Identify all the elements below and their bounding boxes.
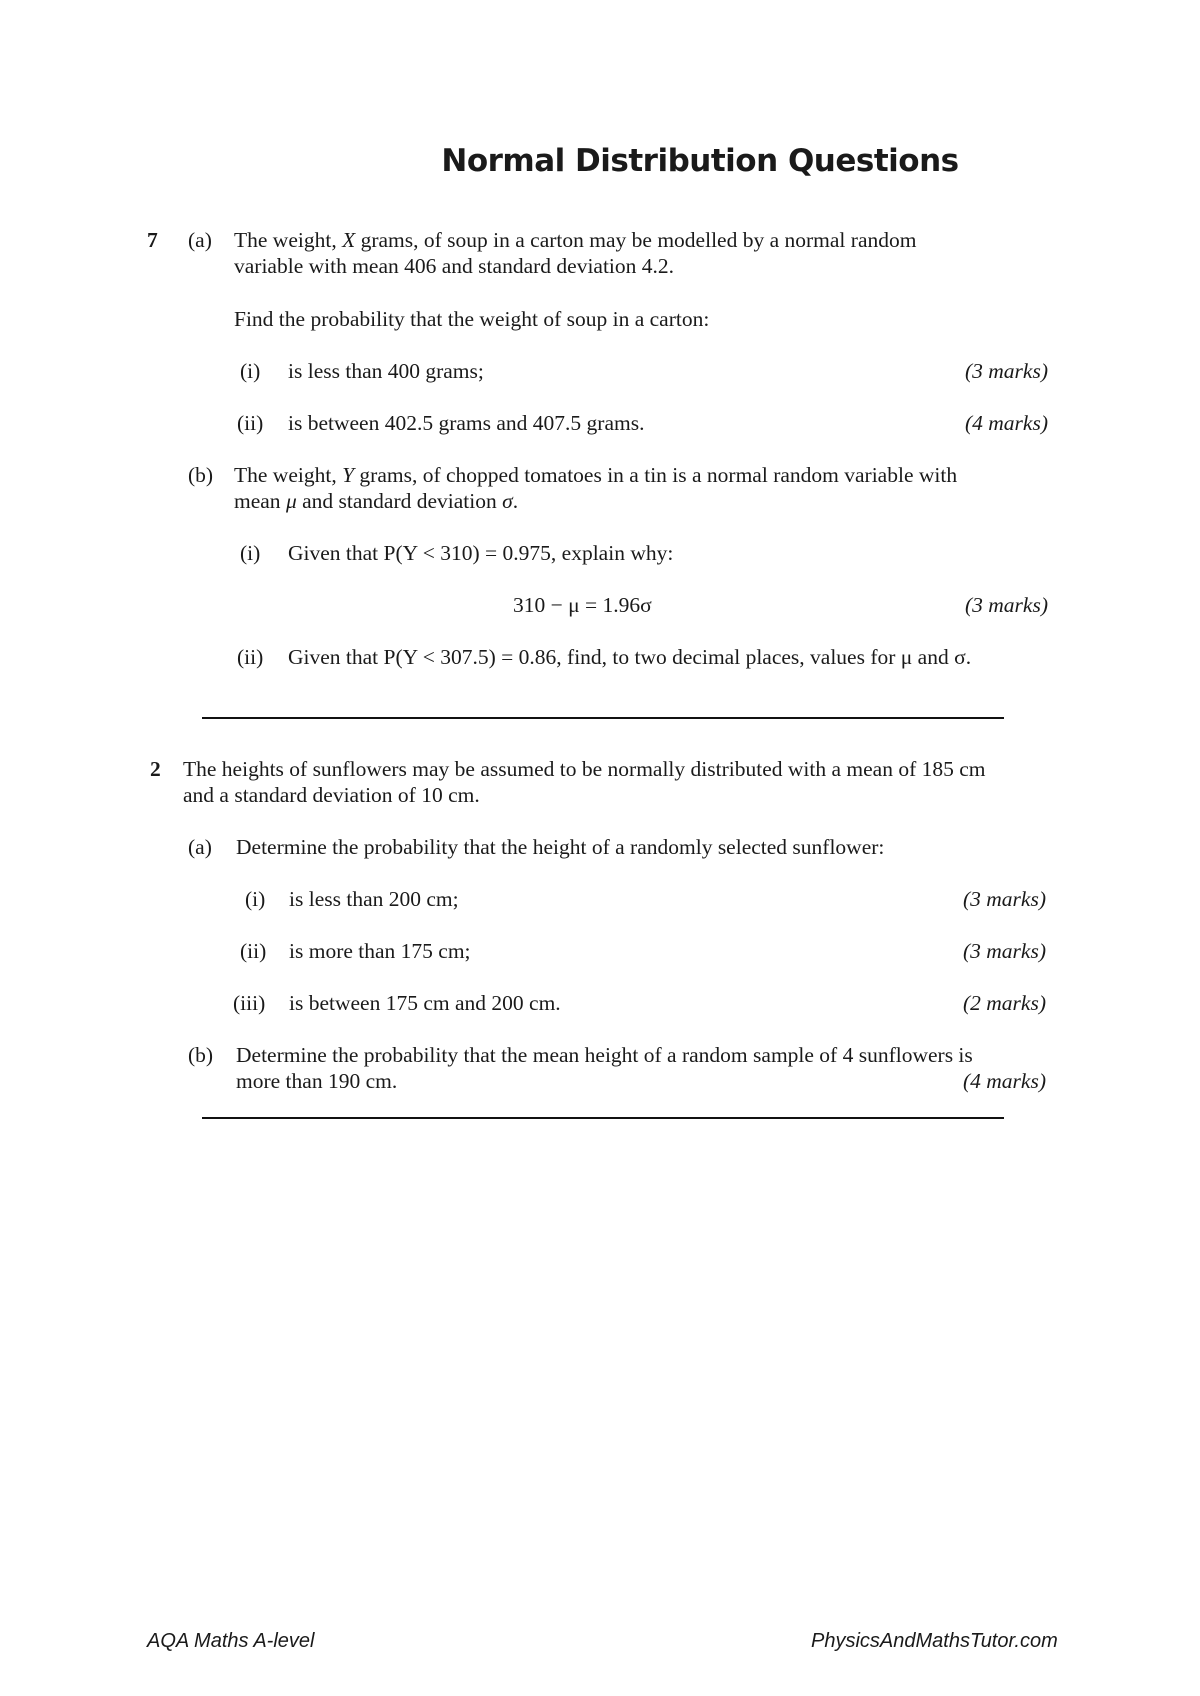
marks-label: (3 marks) bbox=[965, 359, 1048, 383]
subpart-label: (ii) bbox=[237, 411, 264, 435]
question-text: mean μ and standard deviation σ. bbox=[234, 489, 519, 513]
marks-label: (3 marks) bbox=[963, 939, 1046, 963]
part-label: (a) bbox=[188, 228, 212, 252]
marks-label: (3 marks) bbox=[965, 593, 1048, 617]
question-text: Find the probability that the weight of soup in a carton: bbox=[234, 307, 710, 331]
subpart-label: (i) bbox=[240, 359, 261, 383]
marks-label: (4 marks) bbox=[965, 411, 1048, 435]
question-text: more than 190 cm. bbox=[236, 1069, 398, 1093]
subpart-text: Given that P(Y < 307.5) = 0.86, find, to two decimal places, values for μ and σ. bbox=[288, 645, 972, 669]
marks-label: (3 marks) bbox=[963, 887, 1046, 911]
subpart-text: is more than 175 cm; bbox=[289, 939, 471, 963]
question-number: 7 bbox=[147, 228, 158, 252]
part-label: (b) bbox=[188, 1043, 214, 1067]
equation: 310 − μ = 1.96σ bbox=[513, 593, 652, 617]
divider bbox=[202, 1117, 1004, 1119]
subpart-text: is less than 400 grams; bbox=[288, 359, 484, 383]
subpart-text: is less than 200 cm; bbox=[289, 887, 459, 911]
subpart-label: (ii) bbox=[240, 939, 267, 963]
footer-left: AQA Maths A-level bbox=[147, 1630, 315, 1652]
subpart-text: is between 402.5 grams and 407.5 grams. bbox=[288, 411, 645, 435]
question-text: The weight, X grams, of soup in a carton may be modelled by a normal random bbox=[234, 228, 917, 252]
question-number: 2 bbox=[150, 757, 161, 781]
question-text: Determine the probability that the height of a randomly selected sunflower: bbox=[236, 835, 885, 859]
question-text: and a standard deviation of 10 cm. bbox=[183, 783, 480, 807]
marks-label: (4 marks) bbox=[963, 1069, 1046, 1093]
subpart-label: (iii) bbox=[233, 991, 266, 1015]
question-text: variable with mean 406 and standard deviation 4.2. bbox=[234, 254, 675, 278]
question-text: The weight, Y grams, of chopped tomatoes in a tin is a normal random variable with bbox=[234, 463, 958, 487]
part-label: (a) bbox=[188, 835, 212, 859]
part-label: (b) bbox=[188, 463, 214, 487]
subpart-text: is between 175 cm and 200 cm. bbox=[289, 991, 561, 1015]
subpart-label: (i) bbox=[245, 887, 266, 911]
question-text: The heights of sunflowers may be assumed to be normally distributed with a mean of 185 cm bbox=[183, 757, 986, 781]
question-text: Determine the probability that the mean height of a random sample of 4 sunflowers is bbox=[236, 1043, 973, 1067]
marks-label: (2 marks) bbox=[963, 991, 1046, 1015]
footer-right: PhysicsAndMathsTutor.com bbox=[811, 1630, 1058, 1652]
subpart-label: (i) bbox=[240, 541, 261, 565]
divider bbox=[202, 717, 1004, 719]
page-title: Normal Distribution Questions bbox=[441, 143, 959, 179]
subpart-label: (ii) bbox=[237, 645, 264, 669]
subpart-text: Given that P(Y < 310) = 0.975, explain why: bbox=[288, 541, 674, 565]
